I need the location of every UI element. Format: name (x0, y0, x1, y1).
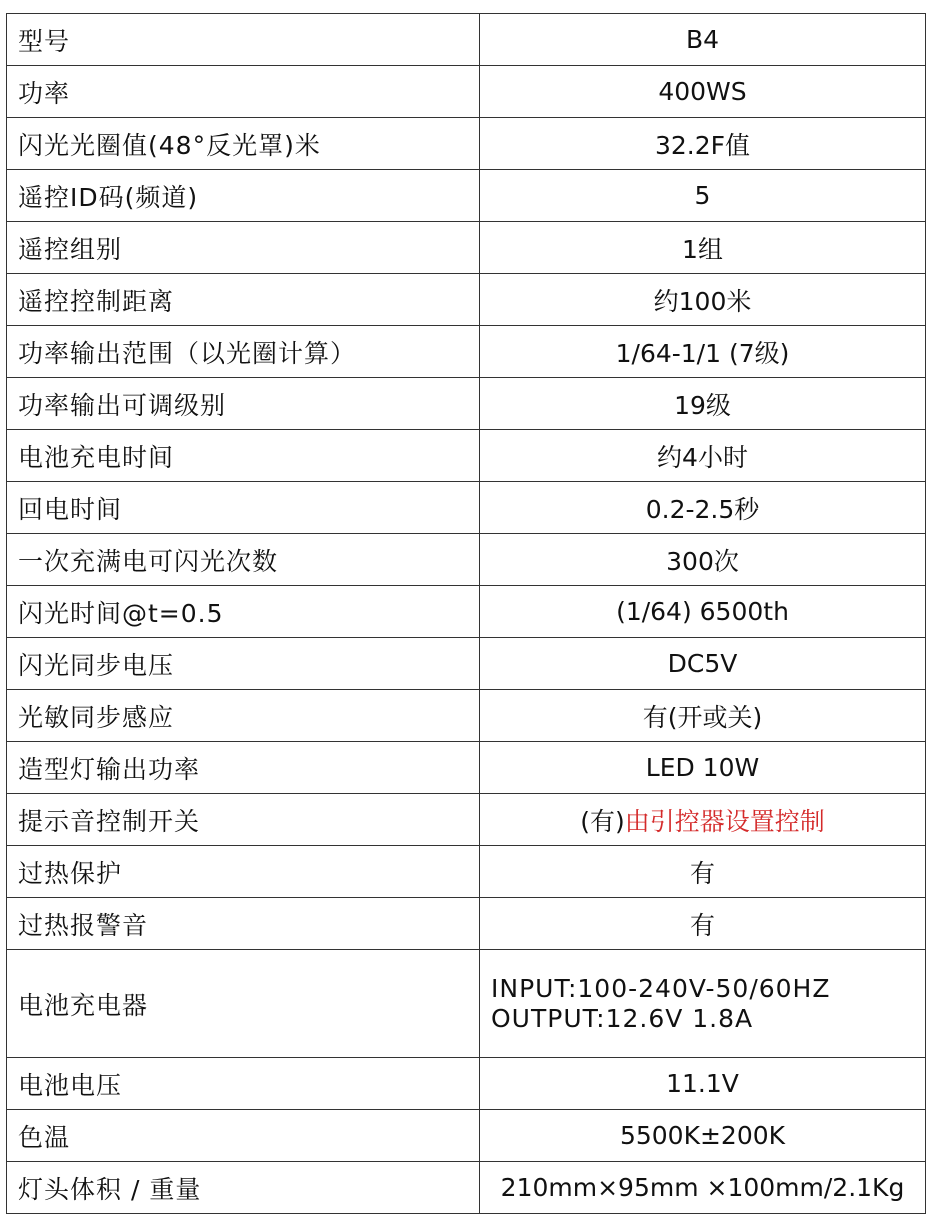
row-label-size-weight: 灯头体积 / 重量 (7, 1162, 480, 1214)
row-value-beep-switch (480, 794, 926, 846)
table-row (7, 326, 926, 378)
row-value-color-temp: 5500K±200K (480, 1110, 926, 1162)
charger-input-line: INPUT:100-240V-50/60HZ (491, 973, 831, 1003)
row-label-battery-voltage: 电池电压 (7, 1058, 480, 1110)
row-label-charge-time: 电池充电时间 (7, 430, 480, 482)
row-label-power-steps: 功率输出可调级别 (7, 378, 480, 430)
row-value-model: B4 (480, 14, 926, 66)
table-row (7, 690, 926, 742)
spec-table (6, 13, 926, 1214)
row-value-flash-duration: (1/64) 6500th (480, 586, 926, 638)
row-label-sync-voltage: 闪光同步电压 (7, 638, 480, 690)
row-value-power-range: 1/64-1/1 (7级) (480, 326, 926, 378)
row-label-optical-slave: 光敏同步感应 (7, 690, 480, 742)
table-row (7, 430, 926, 482)
beep-switch-value: (有) (580, 806, 625, 836)
row-label-beep-switch: 提示音控制开关 (7, 794, 480, 846)
row-label-power-range: 功率输出范围（以光圈计算） (7, 326, 480, 378)
table-row (7, 534, 926, 586)
row-value-charger (480, 950, 926, 1058)
table-row (7, 1162, 926, 1214)
row-value-remote-distance: 约100米 (480, 274, 926, 326)
row-value-power-steps: 19级 (480, 378, 926, 430)
row-value-overheat-protection: 有 (480, 846, 926, 898)
row-label-color-temp: 色温 (7, 1110, 480, 1162)
row-value-flash-count: 300次 (480, 534, 926, 586)
row-value-remote-group: 1组 (480, 222, 926, 274)
row-value-guide-number: 32.2F值 (480, 118, 926, 170)
table-row (7, 14, 926, 66)
row-label-power: 功率 (7, 66, 480, 118)
row-label-flash-duration: 闪光时间@t=0.5 (7, 586, 480, 638)
row-label-overheat-alarm: 过热报警音 (7, 898, 480, 950)
row-label-guide-number: 闪光光圈值(48°反光罩)米 (7, 118, 480, 170)
table-row (7, 118, 926, 170)
row-label-remote-group: 遥控组别 (7, 222, 480, 274)
row-label-overheat-protection: 过热保护 (7, 846, 480, 898)
table-row (7, 638, 926, 690)
row-label-modeling-lamp: 造型灯输出功率 (7, 742, 480, 794)
row-value-power: 400WS (480, 66, 926, 118)
row-value-recycle-time: 0.2-2.5秒 (480, 482, 926, 534)
table-row (7, 898, 926, 950)
charger-output-line: OUTPUT:12.6V 1.8A (491, 1003, 754, 1033)
table-row (7, 794, 926, 846)
row-value-modeling-lamp: LED 10W (480, 742, 926, 794)
beep-switch-note: 由引控器设置控制 (624, 806, 825, 836)
row-value-remote-id: 5 (480, 170, 926, 222)
row-value-optical-slave: 有(开或关) (480, 690, 926, 742)
table-row (7, 846, 926, 898)
row-label-model: 型号 (7, 14, 480, 66)
table-row (7, 1110, 926, 1162)
row-label-remote-distance: 遥控控制距离 (7, 274, 480, 326)
table-row (7, 742, 926, 794)
row-label-recycle-time: 回电时间 (7, 482, 480, 534)
row-label-charger: 电池充电器 (7, 950, 480, 1058)
table-row (7, 482, 926, 534)
row-value-overheat-alarm: 有 (480, 898, 926, 950)
row-value-battery-voltage: 11.1V (480, 1058, 926, 1110)
table-row (7, 950, 926, 1058)
table-row (7, 274, 926, 326)
row-value-charge-time: 约4小时 (480, 430, 926, 482)
row-value-size-weight: 210mm×95mm ×100mm/2.1Kg (480, 1162, 926, 1214)
table-row (7, 378, 926, 430)
row-label-remote-id: 遥控ID码(频道) (7, 170, 480, 222)
table-row (7, 66, 926, 118)
table-row (7, 222, 926, 274)
table-row (7, 170, 926, 222)
table-row (7, 586, 926, 638)
table-row (7, 1058, 926, 1110)
row-label-flash-count: 一次充满电可闪光次数 (7, 534, 480, 586)
row-value-sync-voltage: DC5V (480, 638, 926, 690)
